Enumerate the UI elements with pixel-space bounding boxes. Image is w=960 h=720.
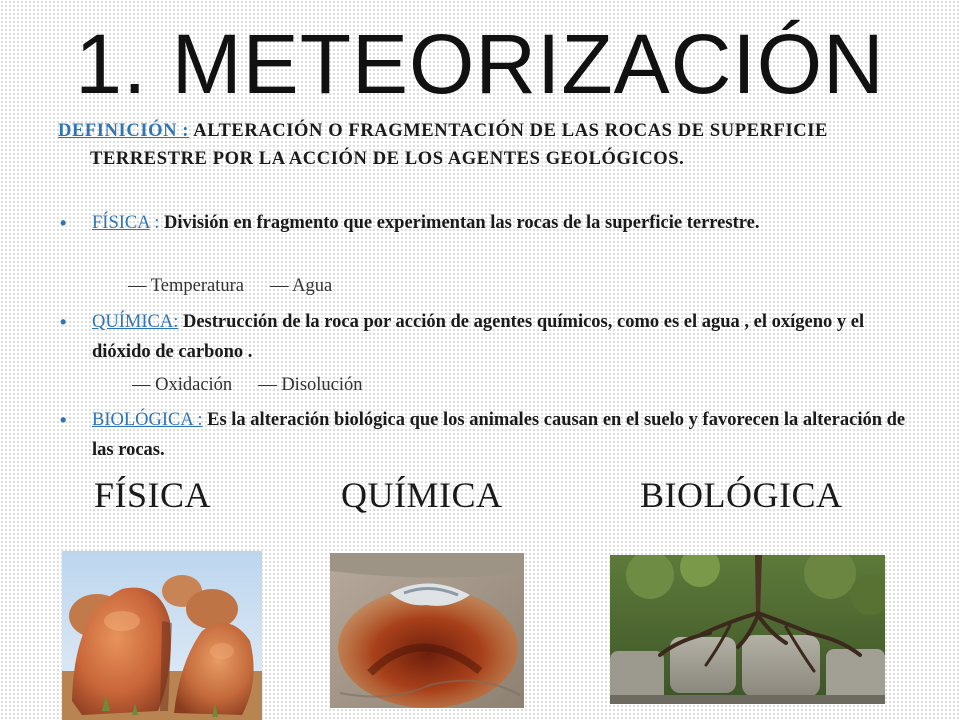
- label-quimica: QUÍMICA: [341, 475, 503, 515]
- label-biologica: BIOLÓGICA: [640, 475, 843, 515]
- subitem-oxidacion: — Oxidación: [132, 375, 233, 395]
- bullet-text: Destrucción de la roca por acción de agentes químicos, como es el agua , el oxígeno y el dióxido de carbono .: [92, 312, 865, 362]
- bullet-text-container: [60, 405, 910, 465]
- tree-roots-on-rocks-photo: [610, 555, 885, 704]
- definition-keyword: DEFINICIÓN :: [58, 121, 190, 141]
- bullet-icon: •: [60, 213, 67, 233]
- bullet-keyword: QUÍMICA:: [92, 312, 179, 332]
- bullet-text: División en fragmento que experimentan las rocas de la superficie terrestre.: [163, 213, 760, 233]
- label-fisica: FÍSICA: [94, 475, 212, 515]
- bullet-text-container: [60, 208, 910, 238]
- bullet-quimica: [60, 307, 910, 367]
- split-boulders-photo: [62, 551, 262, 720]
- bullet-text-container: [60, 307, 910, 367]
- bullet-keyword: FÍSICA: [92, 213, 150, 233]
- subitem-agua: — Agua: [270, 276, 333, 296]
- bullet-text: Es la alteración biológica que los animales causan en el suelo y favorecen la alteración de las rocas.: [92, 410, 906, 460]
- bullet-separator: :: [149, 213, 164, 233]
- subitems-quimica: [132, 371, 389, 399]
- bullet-icon: •: [60, 410, 67, 430]
- definition-text: ALTERACIÓN O FRAGMENTACIÓN DE LAS ROCAS DE SUPERFICIE TERRESTRE POR LA ACCIÓN DE LOS AGENTES GEOLÓGICOS.: [90, 121, 828, 169]
- bullet-icon: •: [60, 312, 67, 332]
- page-title: 1. METEORIZACIÓN: [75, 17, 885, 111]
- oxidized-rock-photo: [330, 553, 524, 708]
- subitems-fisica: [128, 272, 358, 300]
- subitem-temperatura: — Temperatura: [128, 276, 244, 296]
- bullet-biologica: [60, 405, 910, 465]
- definition-paragraph: [58, 117, 880, 173]
- subitem-disolucion: — Disolución: [258, 375, 363, 395]
- bullet-keyword: BIOLÓGICA :: [92, 410, 203, 430]
- bullet-fisica: [60, 208, 910, 238]
